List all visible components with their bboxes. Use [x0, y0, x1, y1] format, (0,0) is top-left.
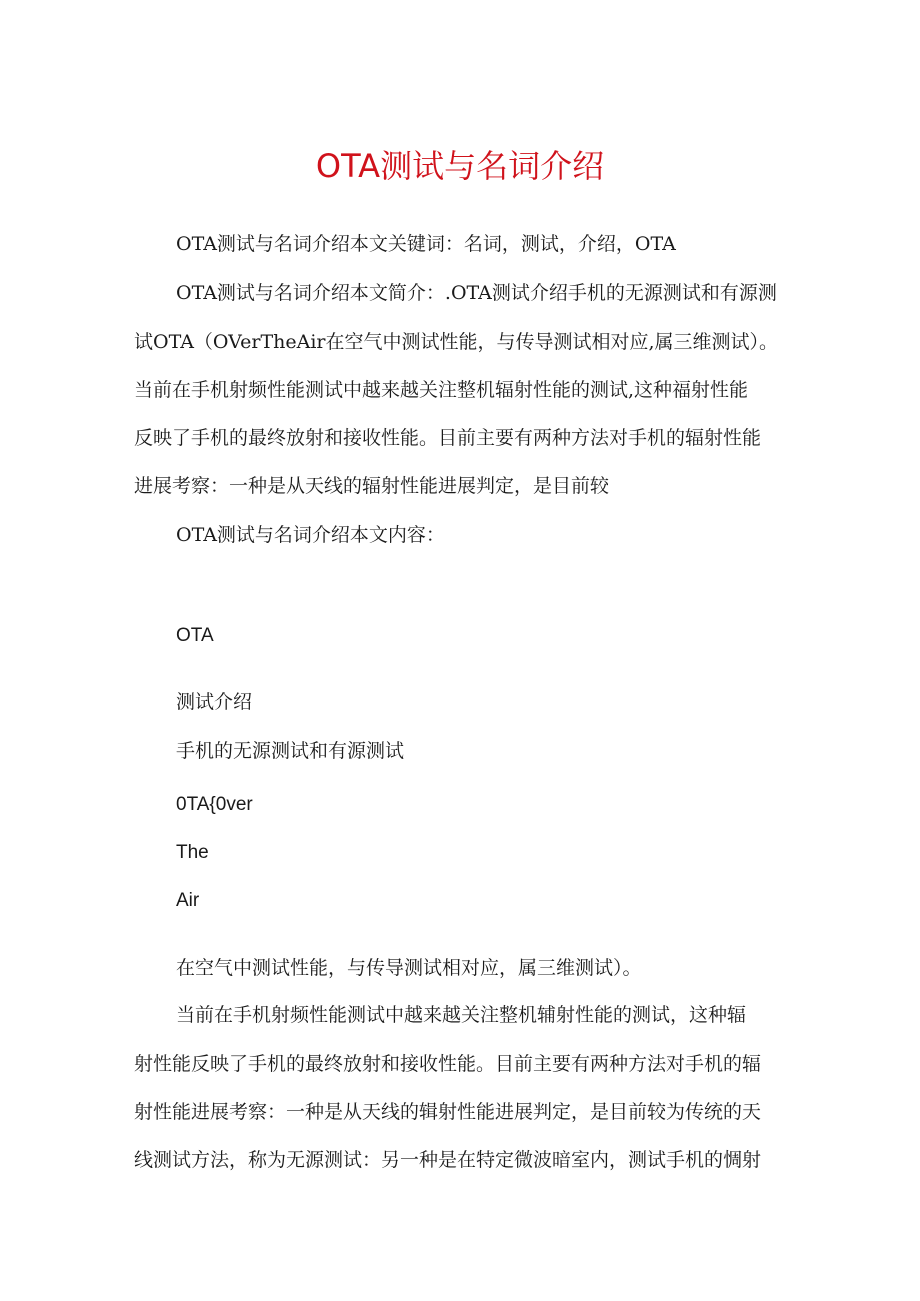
- summary-line: 进展考察：一种是从天线的辐射性能进展判定，是目前较: [134, 475, 610, 497]
- page-title: OTA测试与名词介绍: [315, 147, 605, 185]
- body-line: 射性能进展考察：一种是从天线的辑射性能进展判定，是目前较为传统的天: [134, 1101, 762, 1123]
- content-item: 手机的无源测试和有源测试: [176, 740, 405, 762]
- summary-line: 当前在手机射频性能测试中越来越关注整机辐射性能的测试,这种福射性能: [134, 379, 749, 401]
- summary-line: 试OTA（OVerTheAir在空气中测试性能，与传导测试相对应,属三维测试）。: [134, 331, 779, 353]
- content-item: 在空气中测试性能，与传导测试相对应，属三维测试）。: [176, 957, 642, 979]
- body-line: 射性能反映了手机的最终放射和接收性能。目前主要有两种方法对手机的辐: [134, 1053, 762, 1075]
- keywords-line: OTA测试与名词介绍本文关键词：名词，测试，介绍，OTA: [176, 233, 676, 255]
- content-item: 测试介绍: [176, 691, 253, 713]
- content-label: OTA测试与名词介绍本文内容：: [176, 524, 445, 546]
- body-line: 当前在手机射频性能测试中越来越关注整机辅射性能的测试，这种辐: [176, 1004, 747, 1026]
- summary-line: OTA测试与名词介绍本文简介：.OTA测试介绍手机的无源测试和有源测: [176, 282, 777, 304]
- content-item: The: [176, 842, 209, 863]
- content-item: OTA: [176, 625, 214, 646]
- content-item: 0TA{0ver: [176, 794, 253, 815]
- body-line: 线测试方法，称为无源测试：另一种是在特定微波暗室内，测试手机的惆射: [134, 1149, 762, 1171]
- summary-line: 反映了手机的最终放射和接收性能。目前主要有两种方法对手机的辐射性能: [134, 427, 762, 449]
- content-item: Air: [176, 890, 200, 911]
